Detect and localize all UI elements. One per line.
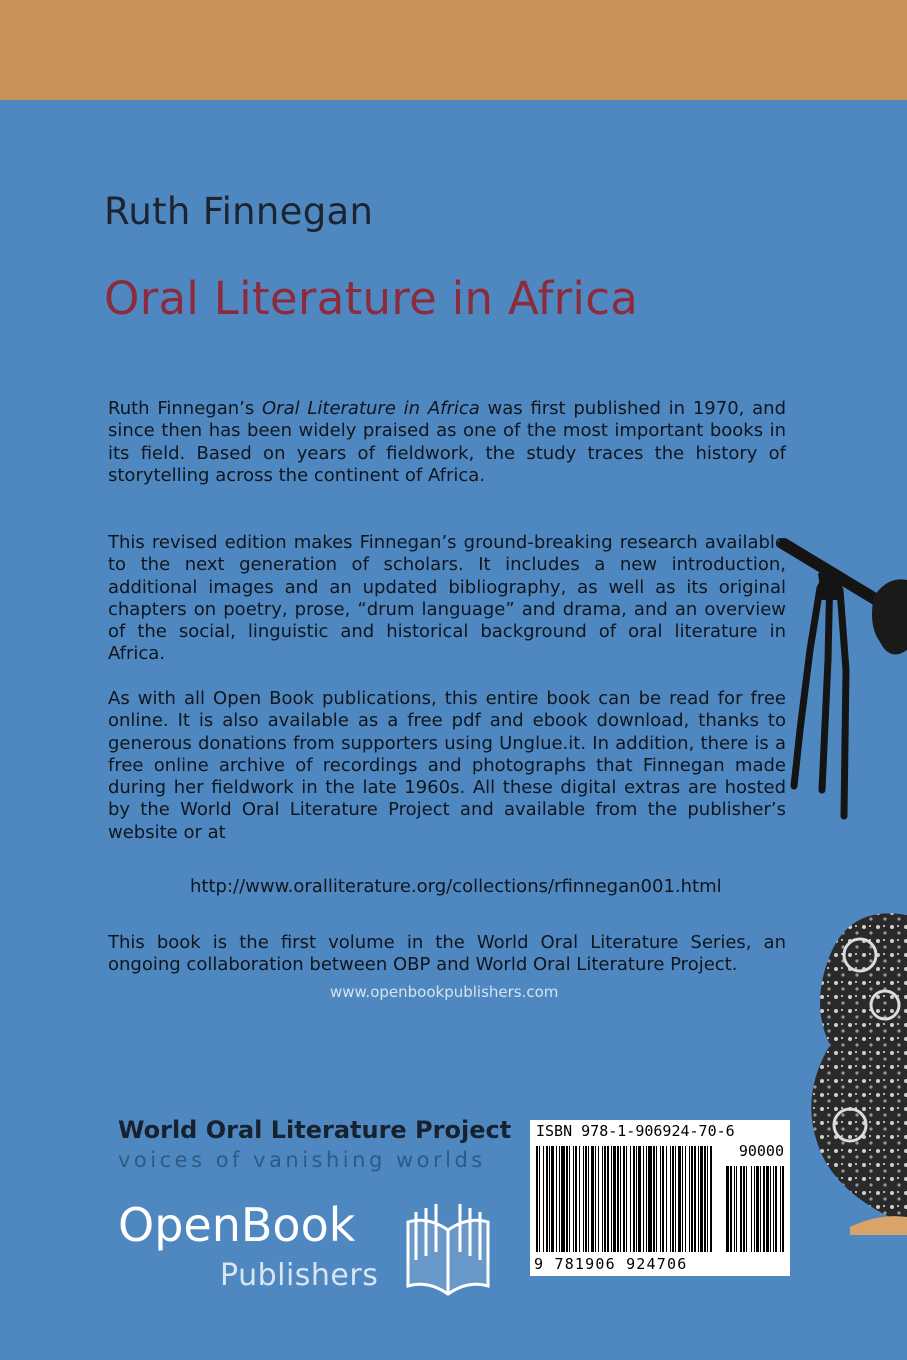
- barcode-bar: [561, 1146, 565, 1252]
- publisher-website: www.openbookpublishers.com: [330, 983, 559, 1001]
- barcode-addon: 90000: [738, 1142, 784, 1160]
- barcode-bar: [638, 1146, 641, 1252]
- barcode-bar: [670, 1146, 671, 1252]
- barcode-addon-bar: [756, 1166, 759, 1252]
- barcode-bar: [569, 1146, 570, 1252]
- obp-logo-publishers: Publishers: [220, 1258, 379, 1293]
- barcode-bar: [551, 1146, 554, 1252]
- barcode-bar: [666, 1146, 667, 1252]
- barcode-bar: [678, 1146, 681, 1252]
- barcode-bar: [595, 1146, 596, 1252]
- patterned-pot-artwork: [790, 895, 907, 1235]
- rake-artwork: [770, 530, 907, 820]
- wolp-logo-name: World Oral Literature Project: [118, 1116, 512, 1144]
- barcode-bar: [604, 1146, 606, 1252]
- isbn-number: ISBN 978-1-906924-70-6: [536, 1122, 735, 1140]
- barcode-bar: [613, 1146, 616, 1252]
- barcode-bar: [598, 1146, 599, 1252]
- barcode-bar: [682, 1146, 683, 1252]
- barcode-bar: [648, 1146, 652, 1252]
- barcode-addon-bar: [763, 1166, 765, 1252]
- barcode-bar: [707, 1146, 708, 1252]
- blurb-p1-start: Ruth Finnegan’s: [108, 398, 262, 419]
- barcode-bar: [662, 1146, 664, 1252]
- barcode-bar: [630, 1146, 631, 1252]
- barcode-bar: [620, 1146, 621, 1252]
- barcode-addon-bar: [743, 1166, 745, 1252]
- barcode-addon-bar: [736, 1166, 737, 1252]
- isbn-barcode: [530, 1120, 790, 1276]
- barcode-bar: [626, 1146, 627, 1252]
- barcode-bar: [675, 1146, 676, 1252]
- barcode-bar: [575, 1146, 577, 1252]
- barcode-bar: [710, 1146, 712, 1252]
- barcode-addon-bar: [782, 1166, 784, 1252]
- barcode-bar: [691, 1146, 693, 1252]
- barcode-bar: [549, 1146, 550, 1252]
- blurb-p1-book-title: Oral Literature in Africa: [262, 398, 480, 419]
- barcode-bar: [585, 1146, 587, 1252]
- barcode-bar: [588, 1146, 589, 1252]
- barcode-addon-bar: [746, 1166, 747, 1252]
- barcode-addon-bar: [780, 1166, 781, 1252]
- barcode-bar: [685, 1146, 686, 1252]
- barcode-addon-bar: [751, 1166, 752, 1252]
- barcode-bar: [579, 1146, 580, 1252]
- barcode-bar: [617, 1146, 619, 1252]
- barcode-bar: [539, 1146, 540, 1252]
- blurb-paragraph-3: As with all Open Book publications, this entire book can be read for free online. It is also available as a free pdf and ebook download, thanks to generous donations from supporters using Unglue.it. In addition, there is a free online archive of recordings and photographs that Finnegan made during her fieldwork in the late 1960s. All these digital extras are hosted by the World Oral Literature Project and available from the publisher’s website or at: [108, 688, 786, 843]
- barcode-bar: [704, 1146, 706, 1252]
- barcode-addon-bar: [773, 1166, 774, 1252]
- barcode-bar: [646, 1146, 647, 1252]
- barcode-bar: [643, 1146, 644, 1252]
- barcode-addon-bar: [754, 1166, 755, 1252]
- barcode-bar: [611, 1146, 612, 1252]
- barcode-bar: [536, 1146, 538, 1252]
- barcode-bar: [660, 1146, 661, 1252]
- barcode-bar: [559, 1146, 560, 1252]
- barcode-bar: [653, 1146, 655, 1252]
- blurb-paragraph-4: This book is the first volume in the World Oral Literature Series, an ongoing collaboration between OBP and World Oral Literature Project.: [108, 932, 786, 976]
- blurb-p1-end: was first published in 1970, and since then has been widely praised as one of the most important books in its field. Based on years of fieldwork, the study traces the history of storytelling across the continent of Africa.: [108, 398, 786, 486]
- barcode-bar: [546, 1146, 548, 1252]
- top-color-band: [0, 0, 907, 100]
- barcode-bar: [633, 1146, 635, 1252]
- barcode-bar: [607, 1146, 609, 1252]
- barcode-bar: [694, 1146, 696, 1252]
- barcode-bar: [656, 1146, 657, 1252]
- wolp-logo-tagline: voices of vanishing worlds: [118, 1148, 486, 1172]
- barcode-addon-bar: [770, 1166, 771, 1252]
- archive-url: http://www.oralliterature.org/collections/rfinnegan001.html: [190, 876, 722, 897]
- barcode-bar: [566, 1146, 568, 1252]
- barcode-bar: [700, 1146, 703, 1252]
- book-title: Oral Literature in Africa: [104, 272, 639, 325]
- barcode-bar: [672, 1146, 674, 1252]
- barcode-bar: [543, 1146, 544, 1252]
- barcode-addon-bar: [760, 1166, 761, 1252]
- barcode-bar: [556, 1146, 557, 1252]
- barcode-addon-bar: [730, 1166, 732, 1252]
- barcode-addon-bar: [775, 1166, 777, 1252]
- ean-number: 9 781906 924706: [534, 1255, 688, 1273]
- blurb-paragraph-2: This revised edition makes Finnegan’s ground-breaking research available to the next generation of scholars. It includes a new introduction, additional images and an updated bibliography, as well as its original chapters on poetry, prose, “drum language” and drama, and an overview of the social, linguistic and historical background of oral literature in Africa.: [108, 532, 786, 665]
- barcode-bar: [623, 1146, 625, 1252]
- barcode-bar: [583, 1146, 584, 1252]
- barcode-bar: [591, 1146, 594, 1252]
- barcode-addon-bar: [726, 1166, 729, 1252]
- barcode-addon-bar: [740, 1166, 742, 1252]
- barcode-bar: [698, 1146, 699, 1252]
- obp-logo-wordmark: OpenBook: [118, 1198, 356, 1252]
- barcode-bar: [602, 1146, 603, 1252]
- barcode-bar: [636, 1146, 637, 1252]
- barcode-addon-bar: [766, 1166, 769, 1252]
- barcode-bar: [689, 1146, 690, 1252]
- author-name: Ruth Finnegan: [104, 190, 374, 233]
- barcode-bars: [536, 1146, 784, 1256]
- open-book-icon: [402, 1200, 494, 1302]
- barcode-bar: [573, 1146, 574, 1252]
- blurb-paragraph-1: [108, 398, 786, 487]
- barcode-addon-bar: [734, 1166, 735, 1252]
